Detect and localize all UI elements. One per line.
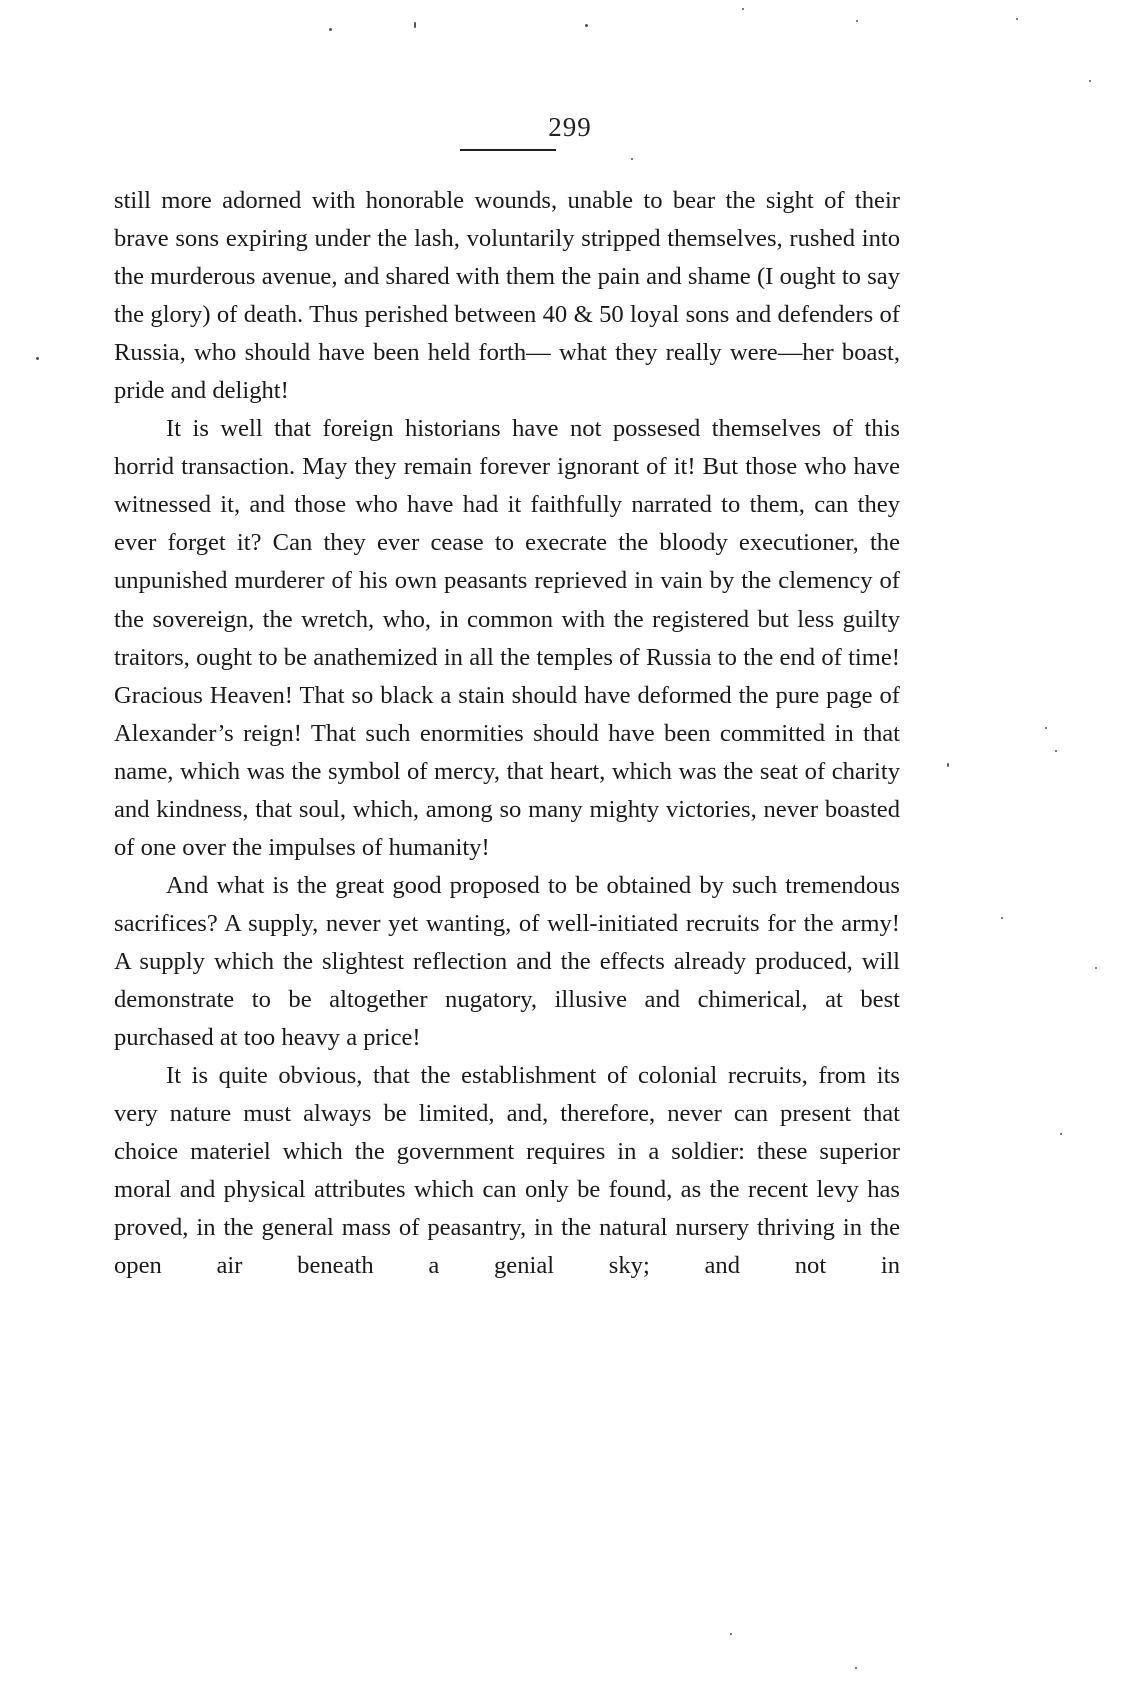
body-text [114, 182, 900, 1285]
scan-speck [856, 20, 858, 22]
scan-speck [1089, 80, 1091, 82]
paragraph-4: It is quite obvious, that the establishment of colonial recruits, from its very nature must always be limited, and, therefore, never can present that choice materiel which the government requires in a soldier: these superior moral and physical attributes which can only be found, as the recent levy has proved, in the general mass of peasantry, in the natural nursery thriving in the open air beneath a genial sky; and not in [114, 1062, 900, 1280]
scan-speck [1095, 967, 1097, 969]
page-number: 299 [548, 112, 592, 142]
scan-speck [36, 357, 39, 360]
scan-speck [947, 763, 949, 767]
scan-speck [742, 8, 744, 10]
scan-speck [1045, 727, 1047, 729]
scan-speck [730, 1633, 732, 1635]
page-number-rule [460, 149, 556, 151]
paragraph-2: It is well that foreign historians have not possesed themselves of this horrid transaction. May they remain forever ignorant of it! But those who have witnessed it, and those who have had it faithfully narrated to them, can they ever forget it? Can they ever cease to execrate the bloody executioner, the unpunished murderer of his own peasants reprieved in vain by the clemency of the sovereign, the wretch, who, in common with the registered but less guilty traitors, ought to be anathemized in all the temples of Russia to the end of time! Gracious Heaven! That so black a stain should have deformed the pure page of Alexander’s reign! That such enormities should have been committed in that name, which was the symbol of mercy, that heart, which was the seat of charity and kindness, that soul, which, among so many mighty victories, never boasted of one over the impulses of humanity! [114, 415, 900, 861]
scan-speck [1016, 18, 1018, 20]
scan-speck [1060, 1133, 1062, 1135]
scan-speck [585, 24, 588, 27]
paragraph-1: still more adorned with honorable wounds, unable to bear the sight of their brave sons expiring under the lash, voluntarily stripped themselves, rushed into the murderous avenue, and shared with them the pain and shame (I ought to say the glory) of death. Thus perished between 40 & 50 loyal sons and defenders of Russia, who should have been held forth— what they really were—her boast, pride and delight! [114, 187, 900, 405]
scan-speck [631, 158, 633, 160]
scan-speck [1055, 750, 1057, 752]
scan-speck [329, 28, 332, 31]
paragraph-3: And what is the great good proposed to be obtained by such tremendous sacrifices? A supply, never yet wanting, of well-initiated recruits for the army! A supply which the slightest reflection and the effects already produced, will demonstrate to be altogether nugatory, illusive and chimerical, at best purchased at too heavy a price! [114, 871, 900, 1052]
scan-speck [1001, 917, 1003, 919]
scan-speck [855, 1667, 857, 1669]
scan-speck [414, 22, 416, 28]
